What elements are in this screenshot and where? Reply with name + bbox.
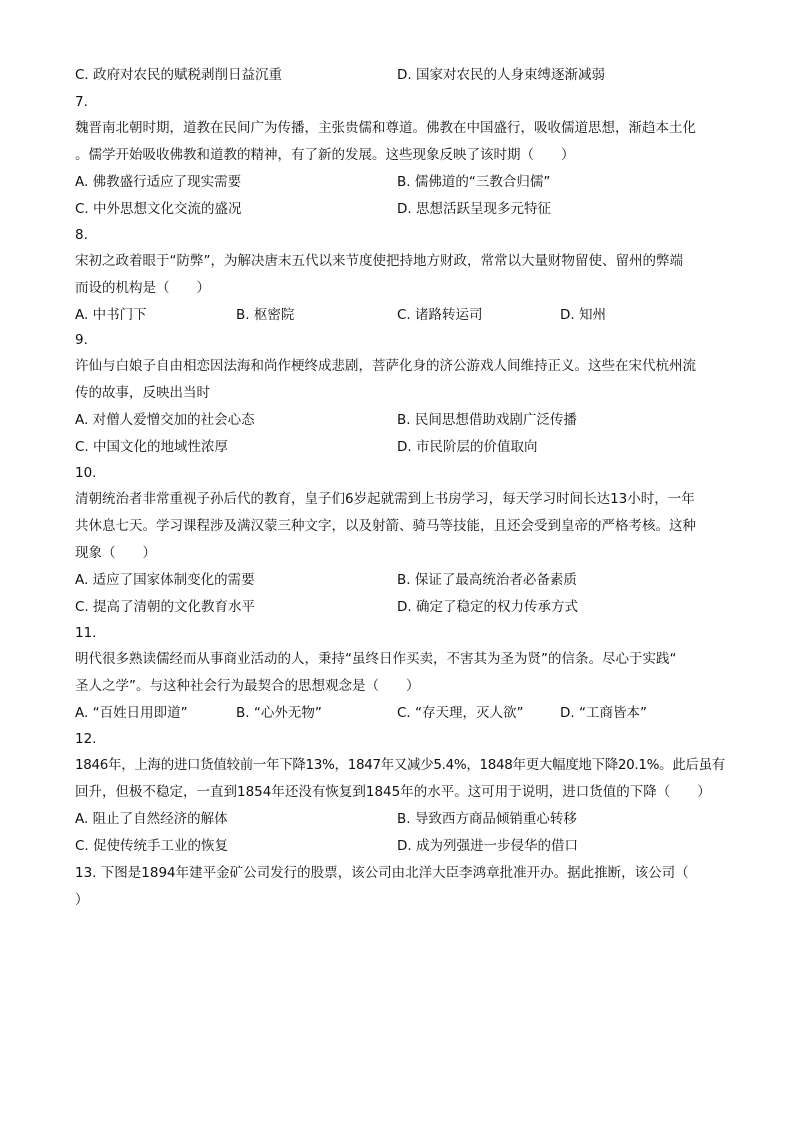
q9-stem-line-1: 许仙与白娘子自由相恋因法海和尚作梗终成悲剧，菩萨化身的济公游戏人间维持正义。这些在宋代杭州流 — [75, 358, 696, 374]
q11-option-b: B. “心外无物” — [236, 705, 322, 721]
q11-number: 11. — [75, 625, 97, 641]
q7-option-c: C. 中外思想文化交流的盛况 — [75, 201, 242, 217]
q11-stem-line-1: 明代很多熟读儒经而从事商业活动的人，秉持“虽终日作买卖，不害其为圣为贤”的信条。尽心于实践“ — [75, 651, 677, 667]
q10-option-b: B. 保证了最高统治者必备素质 — [397, 572, 577, 588]
q12-number: 12. — [75, 731, 97, 747]
q9-number: 9. — [75, 332, 88, 348]
q13-stem-line-2: ） — [75, 892, 89, 908]
q9-stem-line-2: 传的故事，反映出当时 — [75, 385, 210, 401]
q12-option-b: B. 导致西方商品倾销重心转移 — [397, 811, 577, 827]
q8-stem-line-2: 而设的机构是（ ） — [75, 280, 210, 296]
q10-stem-line-1: 清朝统治者非常重视子孙后代的教育，皇子们6岁起就需到上书房学习，每天学习时间长达13小时，一年 — [75, 491, 695, 507]
q11-option-a: A. “百姓日用即道” — [75, 705, 188, 721]
q8-option-d: D. 知州 — [560, 307, 606, 323]
q12-option-a: A. 阻止了自然经济的解体 — [75, 811, 228, 827]
q12-stem-line-1: 1846年，上海的进口货值较前一年下降13%，1847年又减少5.4%，1848年更大幅度地下降20.1%。此后虽有 — [75, 757, 725, 773]
q8-option-a: A. 中书门下 — [75, 307, 147, 323]
q9-option-c: C. 中国文化的地域性浓厚 — [75, 439, 229, 455]
q10-option-a: A. 适应了国家体制变化的需要 — [75, 572, 255, 588]
q11-option-d: D. “工商皆本” — [560, 705, 647, 721]
q12-option-c: C. 促使传统手工业的恢复 — [75, 838, 229, 854]
q10-stem-line-2: 共休息七天。学习课程涉及满汉蒙三种文字，以及射箭、骑马等技能，且还会受到皇帝的严格考核。这种 — [75, 518, 696, 534]
q7-stem-line-1: 魏晋南北朝时期，道教在民间广为传播，主张贵儒和尊道。佛教在中国盛行，吸收儒道思想，渐趋本土化 — [75, 120, 696, 136]
q11-option-c: C. “存天理，灭人欲” — [397, 705, 524, 721]
q12-stem-line-2: 回升，但极不稳定，一直到1854年还没有恢复到1845年的水平。这可用于说明，进口货值的下降（ ） — [75, 784, 711, 800]
q9-option-d: D. 市民阶层的价值取向 — [397, 439, 538, 455]
q7-number: 7. — [75, 94, 88, 110]
q7-stem-line-2: 。儒学开始吸收佛教和道教的精神，有了新的发展。这些现象反映了该时期（ ） — [75, 147, 575, 163]
q6-option-d: D. 国家对农民的人身束缚逐渐减弱 — [397, 67, 605, 83]
q9-option-b: B. 民间思想借助戏剧广泛传播 — [397, 412, 577, 428]
q6-option-c: C. 政府对农民的赋税剥削日益沉重 — [75, 67, 283, 83]
q8-stem-line-1: 宋初之政着眼于“防弊”，为解决唐末五代以来节度使把持地方财政，常常以大量财物留使、留州的弊端 — [75, 253, 683, 269]
q7-option-b: B. 儒佛道的“三教合归儒” — [397, 174, 551, 190]
q9-option-a: A. 对僧人爱憎交加的社会心态 — [75, 412, 255, 428]
q7-option-a: A. 佛教盛行适应了现实需要 — [75, 174, 242, 190]
q11-stem-line-2: 圣人之学”。与这种社会行为最契合的思想观念是（ ） — [75, 678, 420, 694]
q8-option-c: C. 诸路转运司 — [397, 307, 483, 323]
q10-option-c: C. 提高了清朝的文化教育水平 — [75, 599, 256, 615]
q8-option-b: B. 枢密院 — [236, 307, 295, 323]
q10-stem-line-3: 现象（ ） — [75, 545, 156, 561]
q7-option-d: D. 思想活跃呈现多元特征 — [397, 201, 551, 217]
q10-number: 10. — [75, 465, 97, 481]
q13-stem-line-1: 13. 下图是1894年建平金矿公司发行的股票，该公司由北洋大臣李鸿章批准开办。据此推断，该公司（ — [75, 865, 689, 881]
q10-option-d: D. 确定了稳定的权力传承方式 — [397, 599, 578, 615]
q12-option-d: D. 成为列强进一步侵华的借口 — [397, 838, 578, 854]
q8-number: 8. — [75, 227, 88, 243]
